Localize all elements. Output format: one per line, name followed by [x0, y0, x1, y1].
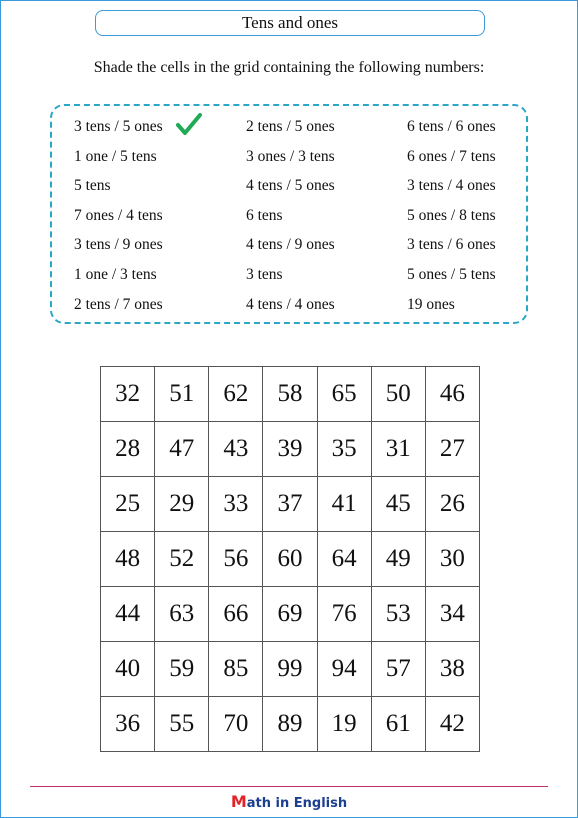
grid-cell[interactable]: 60: [263, 532, 317, 587]
clue-item: 3 tens / 9 ones: [74, 236, 163, 254]
grid-cell[interactable]: 69: [263, 587, 317, 642]
grid-cell[interactable]: 65: [317, 367, 371, 422]
clue-item: 6 tens: [246, 206, 283, 224]
worksheet-title: [95, 10, 485, 36]
checkmark-icon: [175, 112, 203, 136]
grid-row: [101, 642, 480, 697]
clue-item: 19 ones: [407, 295, 455, 313]
grid-cell[interactable]: 33: [209, 477, 263, 532]
grid-cell[interactable]: 63: [155, 587, 209, 642]
grid-cell[interactable]: 40: [101, 642, 155, 697]
grid-cell[interactable]: 29: [155, 477, 209, 532]
brand-initial: M: [230, 792, 247, 811]
grid-cell[interactable]: 70: [209, 697, 263, 752]
grid-cell[interactable]: 99: [263, 642, 317, 697]
grid-cell[interactable]: 45: [371, 477, 425, 532]
grid-cell[interactable]: 46: [425, 367, 479, 422]
grid-cell[interactable]: 57: [371, 642, 425, 697]
grid-cell[interactable]: 26: [425, 477, 479, 532]
clue-item: 3 tens / 5 ones: [74, 118, 163, 135]
grid-cell[interactable]: 51: [155, 367, 209, 422]
grid-cell[interactable]: 76: [317, 587, 371, 642]
grid-cell[interactable]: 53: [371, 587, 425, 642]
clue-item: 1 one / 3 tens: [74, 266, 157, 283]
grid-cell[interactable]: 66: [209, 587, 263, 642]
grid-cell[interactable]: 38: [425, 642, 479, 697]
grid-cell[interactable]: 43: [209, 422, 263, 477]
grid-cell[interactable]: 41: [317, 477, 371, 532]
clue-item: 3 ones / 3 tens: [246, 147, 335, 165]
clue-item: 4 tens / 4 ones: [246, 295, 335, 313]
grid-cell[interactable]: 52: [155, 532, 209, 587]
grid-cell[interactable]: 58: [263, 367, 317, 422]
grid-cell[interactable]: 32: [101, 367, 155, 422]
clue-item: 3 tens / 6 ones: [407, 236, 496, 254]
grid-row: [101, 532, 480, 587]
clue-item: 7 ones / 4 tens: [74, 206, 163, 224]
grid-cell[interactable]: 37: [263, 477, 317, 532]
brand-logo: [0, 792, 578, 811]
grid-row: [101, 587, 480, 642]
grid-cell[interactable]: 34: [425, 587, 479, 642]
clue-item: 3 tens: [246, 266, 283, 283]
clue-item: 6 ones / 7 tens: [407, 147, 496, 165]
grid-cell[interactable]: 50: [371, 367, 425, 422]
clue-item: 5 ones / 5 tens: [407, 266, 496, 283]
grid-cell[interactable]: 55: [155, 697, 209, 752]
clue-item: 6 tens / 6 ones: [407, 118, 496, 135]
brand-text: ath in English: [246, 796, 348, 811]
clue-item: 2 tens / 5 ones: [246, 118, 335, 135]
grid-cell[interactable]: 28: [101, 422, 155, 477]
grid-cell[interactable]: 31: [371, 422, 425, 477]
grid-cell[interactable]: 89: [263, 697, 317, 752]
number-grid: [100, 366, 480, 752]
grid-cell[interactable]: 42: [425, 697, 479, 752]
instruction-text: Shade the cells in the grid containing the following numbers:: [93, 59, 485, 76]
grid-row: [101, 697, 480, 752]
grid-row: [101, 367, 480, 422]
grid-cell[interactable]: 48: [101, 532, 155, 587]
grid-cell[interactable]: 47: [155, 422, 209, 477]
grid-cell[interactable]: 30: [425, 532, 479, 587]
grid-cell[interactable]: 61: [371, 697, 425, 752]
grid-row: [101, 477, 480, 532]
clue-item: 1 one / 5 tens: [74, 147, 157, 165]
grid-row: [101, 422, 480, 477]
grid-cell[interactable]: 94: [317, 642, 371, 697]
grid-cell[interactable]: 56: [209, 532, 263, 587]
clue-item: 3 tens / 4 ones: [407, 177, 496, 195]
clue-item: 4 tens / 5 ones: [246, 177, 335, 195]
clue-item: 5 ones / 8 tens: [407, 206, 496, 224]
grid-cell[interactable]: 27: [425, 422, 479, 477]
grid-cell[interactable]: 62: [209, 367, 263, 422]
grid-cell[interactable]: 36: [101, 697, 155, 752]
grid-cell[interactable]: 25: [101, 477, 155, 532]
grid-cell[interactable]: 49: [371, 532, 425, 587]
grid-cell[interactable]: 59: [155, 642, 209, 697]
clue-item: 2 tens / 7 ones: [74, 295, 163, 313]
grid-cell[interactable]: 85: [209, 642, 263, 697]
grid-cell[interactable]: 64: [317, 532, 371, 587]
grid-cell[interactable]: 39: [263, 422, 317, 477]
grid-cell[interactable]: 35: [317, 422, 371, 477]
clue-item: 4 tens / 9 ones: [246, 236, 335, 254]
footer-divider: [30, 786, 548, 787]
title-text: Tens and ones: [241, 13, 339, 32]
grid-cell[interactable]: 19: [317, 697, 371, 752]
clue-item: 5 tens: [74, 177, 111, 195]
grid-cell[interactable]: 44: [101, 587, 155, 642]
